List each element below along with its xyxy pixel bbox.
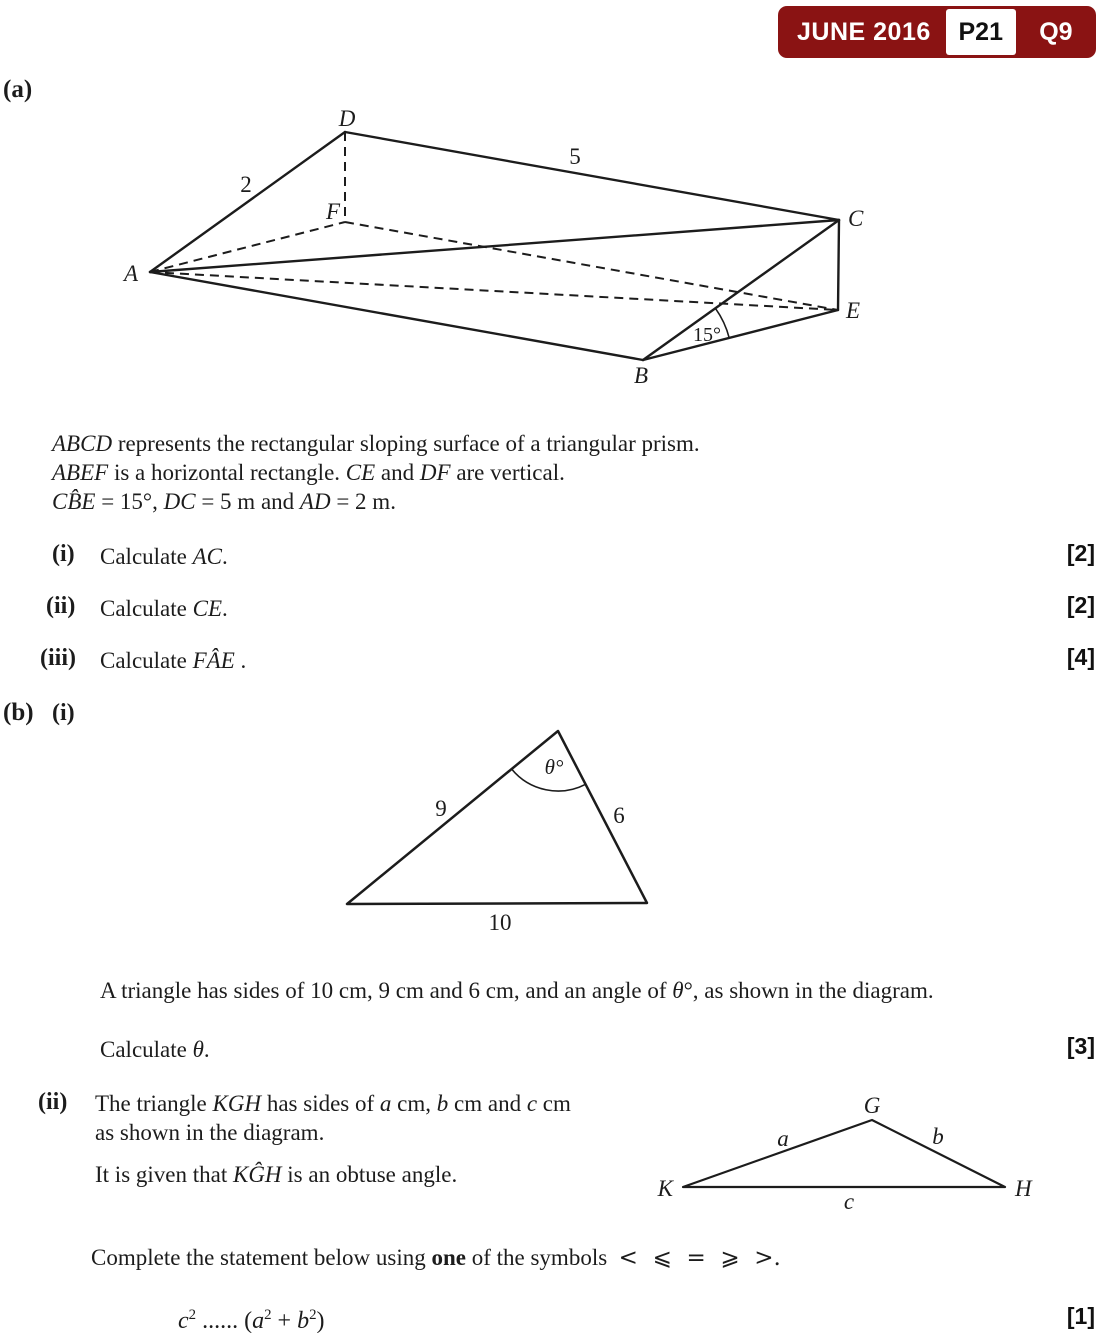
kgh-statement-line2 <box>95 1118 324 1147</box>
text-run: . <box>203 1037 210 1062</box>
text-run: KĜH <box>232 1162 282 1187</box>
text-run: are vertical. <box>450 460 565 485</box>
vertex-label-H: H <box>1015 1176 1032 1201</box>
text-run: θ <box>192 1037 204 1062</box>
kgh-obtuse-line <box>95 1160 457 1189</box>
question-iii-number: (iii) <box>40 645 76 671</box>
theta-triangle <box>347 731 647 904</box>
side-label-c: c <box>843 1189 855 1214</box>
text-run: ABEF <box>52 460 109 485</box>
part-b-i-number: (i) <box>52 700 75 726</box>
text-run: b <box>436 1091 449 1116</box>
question-i-mark: [2] <box>1066 540 1095 566</box>
kgh-triangle-diagram <box>648 1093 1048 1216</box>
text-run: KGH <box>212 1091 262 1116</box>
text-run: a <box>252 1308 265 1333</box>
badge-session-label: JUNE 2016 <box>797 17 931 46</box>
text-run: cm, <box>391 1091 437 1116</box>
vertex-label-B: B <box>633 363 649 388</box>
vertex-label-G: G <box>863 1093 881 1118</box>
inequality-equation <box>178 1301 325 1333</box>
badge-question-label: Q9 <box>1039 17 1073 46</box>
question-i-text <box>100 542 228 571</box>
text-run: b <box>297 1308 310 1333</box>
text-run: The triangle <box>95 1091 213 1116</box>
side-label-6: 6 <box>613 803 625 828</box>
text-run: c <box>178 1308 189 1333</box>
text-run: cm and <box>448 1091 527 1116</box>
prism-edge-CE <box>838 220 839 310</box>
text-run: has sides of <box>261 1091 380 1116</box>
edge-length-DC: 5 <box>569 144 581 169</box>
text-run: CE <box>192 596 222 621</box>
text-run: . <box>222 596 228 621</box>
question-i-number: (i) <box>52 541 75 567</box>
question-ii-text <box>100 594 228 623</box>
text-run: ) <box>316 1308 325 1333</box>
complete-statement-text <box>91 1243 781 1273</box>
text-run: AD <box>299 489 331 514</box>
kgh-triangle <box>683 1120 1005 1187</box>
prism-description-line2 <box>52 458 565 487</box>
question-ii-number: (ii) <box>46 593 76 619</box>
text-run: one <box>431 1245 466 1270</box>
text-run: A triangle has sides of 10 cm, 9 cm and 6 cm, and an angle of <box>100 978 673 1003</box>
text-run: and <box>375 460 420 485</box>
kgh-statement-line1 <box>95 1089 571 1118</box>
triangle-statement <box>100 976 934 1005</box>
side-label-a: a <box>777 1126 789 1151</box>
text-run: + <box>271 1308 298 1333</box>
text-run: is an obtuse angle. <box>281 1162 458 1187</box>
prism-edge-BC <box>643 220 839 360</box>
text-run: °, as shown in the diagram. <box>683 978 934 1003</box>
paper-badge <box>778 6 1096 58</box>
text-run: < ⩽ = ⩾ >. <box>618 1245 781 1271</box>
theta-triangle-diagram <box>340 715 660 937</box>
text-run: DC <box>163 489 196 514</box>
vertex-label-F: F <box>325 199 340 224</box>
angle-CBE-label: 15° <box>693 324 721 346</box>
theta-angle-label: θ° <box>544 755 564 779</box>
question-b-i-mark: [3] <box>1066 1033 1095 1059</box>
text-run: represents the rectangular sloping surface of a triangular prism. <box>112 431 700 456</box>
text-run: is a horizontal rectangle. <box>108 460 346 485</box>
text-run: It is given that <box>95 1162 233 1187</box>
edge-length-AD: 2 <box>240 172 252 197</box>
text-run: CB̂E <box>52 489 96 514</box>
prism-description-line3 <box>52 487 396 516</box>
side-label-9: 9 <box>435 796 447 821</box>
text-run: = 2 m. <box>330 489 396 514</box>
text-run: ...... ( <box>196 1308 253 1333</box>
text-run: of the symbols <box>465 1245 619 1270</box>
text-run: . <box>234 648 247 673</box>
text-run: CE <box>345 460 376 485</box>
prism-description-line1 <box>52 429 700 458</box>
text-run: Calculate <box>100 596 193 621</box>
text-run: θ <box>672 978 684 1003</box>
text-run: = 15°, <box>95 489 164 514</box>
question-iii-text <box>100 646 246 675</box>
vertex-label-K: K <box>657 1176 673 1201</box>
text-run: as shown in the diagram. <box>95 1120 325 1145</box>
side-label-b: b <box>932 1124 944 1149</box>
text-run: . <box>222 544 228 569</box>
text-run: Complete the statement below using <box>91 1245 432 1270</box>
text-run: FÂE <box>192 648 235 673</box>
text-run: = 5 m and <box>195 489 300 514</box>
vertex-label-E: E <box>846 298 861 323</box>
text-run: 2 <box>188 1307 197 1323</box>
question-ii-mark: [2] <box>1066 592 1095 618</box>
text-run: Calculate <box>100 1037 193 1062</box>
part-b-label: (b) <box>3 699 34 726</box>
vertex-label-C: C <box>848 206 864 231</box>
text-run: c <box>526 1091 538 1116</box>
text-run: Calculate <box>100 544 193 569</box>
badge-paper-label: P21 <box>946 9 1016 55</box>
calculate-theta-text <box>100 1035 210 1064</box>
prism-diagram <box>110 100 890 395</box>
question-b-ii-mark: [1] <box>1066 1303 1095 1329</box>
question-iii-mark: [4] <box>1066 644 1095 670</box>
vertex-label-D: D <box>338 106 356 131</box>
text-run: ABCD <box>52 431 113 456</box>
vertex-label-A: A <box>123 261 138 286</box>
prism-edge-DC <box>345 132 839 220</box>
text-run: AC <box>192 544 222 569</box>
text-run: 2 <box>309 1307 317 1323</box>
text-run: cm <box>537 1091 571 1116</box>
text-run: DF <box>419 460 451 485</box>
prism-edge-AD <box>150 132 345 272</box>
side-label-10: 10 <box>488 910 512 935</box>
text-run: 2 <box>264 1307 272 1323</box>
part-a-label: (a) <box>3 76 33 103</box>
part-b-ii-number: (ii) <box>38 1089 68 1115</box>
text-run: a <box>379 1091 392 1116</box>
prism-edge-BE <box>643 310 838 360</box>
text-run: Calculate <box>100 648 193 673</box>
